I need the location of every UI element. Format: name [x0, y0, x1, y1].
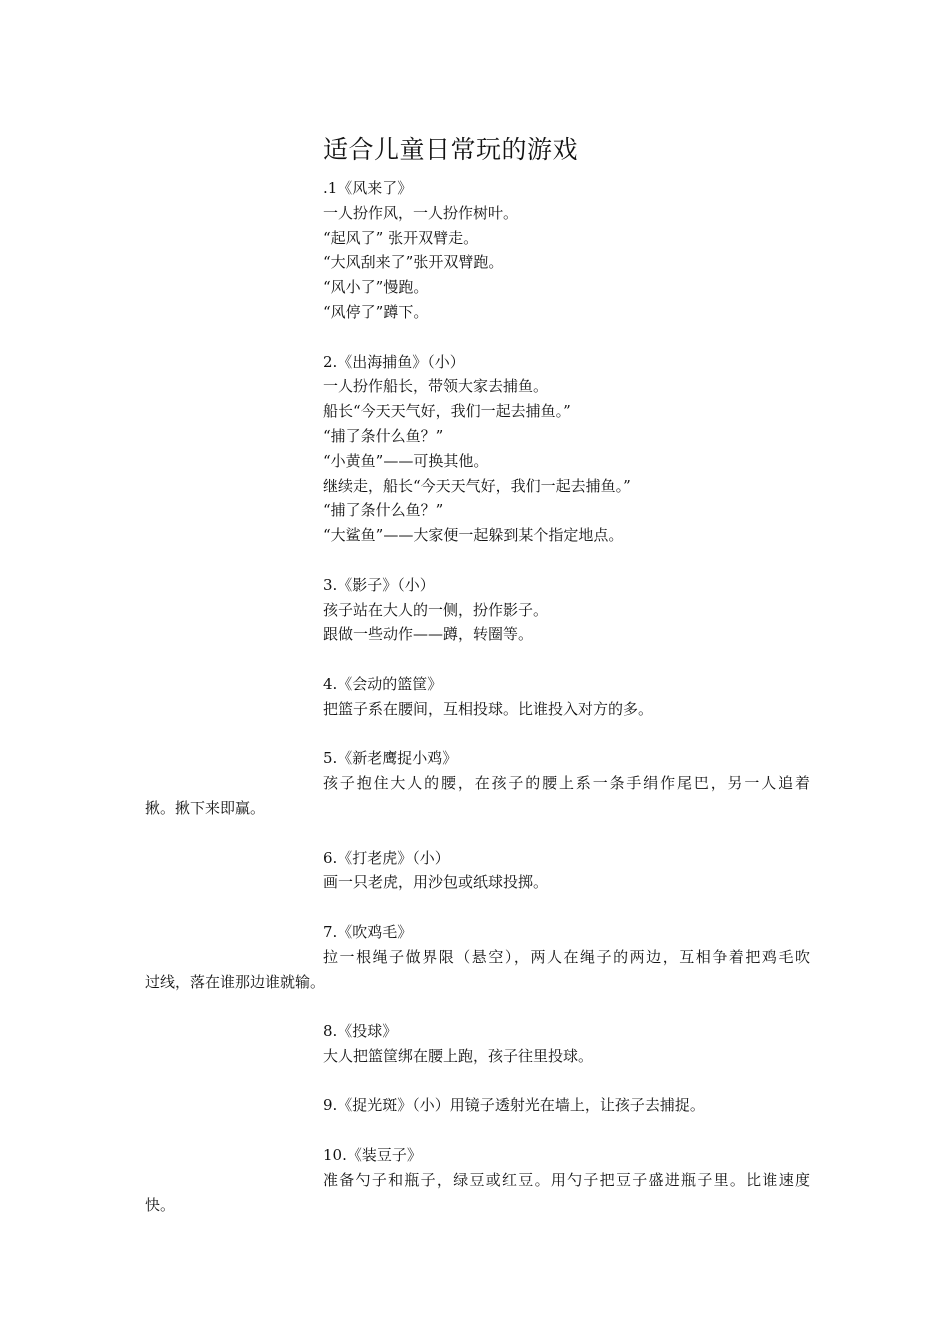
game-section: [145, 1019, 810, 1069]
game-section: [145, 846, 810, 896]
game-line: 船长“今天天气好，我们一起去捕鱼。”: [323, 402, 571, 421]
game-paragraph: [145, 1168, 810, 1218]
game-paragraph: [145, 945, 810, 995]
blank-line: [145, 994, 810, 1019]
game-paragraph: [145, 771, 810, 821]
game-section: [145, 573, 810, 647]
document-page: [145, 130, 810, 1217]
paragraph-continuation: 揪。揪下来即赢。: [145, 798, 266, 817]
game-section: [145, 746, 810, 820]
game-section: [145, 350, 810, 548]
blank-line: [145, 722, 810, 747]
game-line: “风小了”慢跑。: [323, 278, 429, 297]
game-line: “大风刮来了”张开双臂跑。: [323, 253, 504, 272]
paragraph-continuation: 过线，落在谁那边谁就输。: [145, 972, 326, 991]
blank-line: [145, 1069, 810, 1094]
blank-line: [145, 821, 810, 846]
blank-line: [145, 895, 810, 920]
game-line: 继续走，船长“今天天气好，我们一起去捕鱼。”: [323, 476, 631, 495]
game-heading: 8.《投球》: [323, 1022, 398, 1041]
game-line: “小黄鱼”——可换其他。: [323, 451, 489, 470]
game-heading: .1《风来了》: [323, 179, 413, 197]
game-line: 一人扮作船长，带领大家去捕鱼。: [323, 377, 549, 396]
game-line: 画一只老虎，用沙包或纸球投掷。: [323, 873, 549, 892]
game-heading: 5.《新老鹰捉小鸡》: [323, 749, 458, 768]
game-heading: 2.《出海捕鱼》（小）: [323, 352, 465, 371]
paragraph-first-line: 孩子抱住大人的腰，在孩子的腰上系一条手绢作尾巴，另一人追着: [323, 774, 810, 793]
blank-line: [145, 1118, 810, 1143]
paragraph-first-line: 拉一根绳子做界限（悬空），两人在绳子的两边，互相争着把鸡毛吹: [323, 947, 810, 966]
blank-line: [145, 647, 810, 672]
game-line: “捕了条什么鱼？”: [323, 501, 444, 520]
game-line: 孩子站在大人的一侧，扮作影子。: [323, 600, 549, 619]
paragraph-continuation: 快。: [145, 1195, 176, 1214]
document-title: 适合儿童日常玩的游戏: [323, 135, 579, 164]
game-section: [145, 1093, 810, 1118]
game-heading: 4.《会动的篮筐》: [323, 674, 443, 693]
game-line: 大人把篮筐绑在腰上跑，孩子往里投球。: [323, 1046, 594, 1065]
game-line: “大鲨鱼”——大家便一起躲到某个指定地点。: [323, 526, 624, 545]
game-section: [145, 672, 810, 722]
paragraph-first-line: 准备勺子和瓶子，绿豆或红豆。用勺子把豆子盛进瓶子里。比谁速度: [323, 1170, 810, 1189]
game-line: 跟做一些动作——蹲，转圈等。: [323, 625, 534, 644]
game-line: “起风了” 张开双臂走。: [323, 228, 479, 247]
blank-line: [145, 325, 810, 350]
game-line: 一人扮作风，一人扮作树叶。: [323, 203, 519, 222]
game-section: [145, 1143, 810, 1217]
blank-line: [145, 548, 810, 573]
game-heading: 10.《装豆子》: [323, 1146, 422, 1165]
game-line: 把篮子系在腰间，互相投球。比谁投入对方的多。: [323, 699, 654, 718]
game-line: “捕了条什么鱼？”: [323, 426, 444, 445]
game-heading: 9.《捉光斑》（小）用镜子透射光在墙上，让孩子去捕捉。: [323, 1096, 705, 1115]
game-section: [145, 176, 810, 325]
game-section: [145, 920, 810, 994]
game-heading: 7.《吹鸡毛》: [323, 922, 413, 941]
game-heading: 6.《打老虎》（小）: [323, 848, 450, 867]
game-line: “风停了”蹲下。: [323, 302, 429, 321]
game-heading: 3.《影子》（小）: [323, 575, 435, 594]
